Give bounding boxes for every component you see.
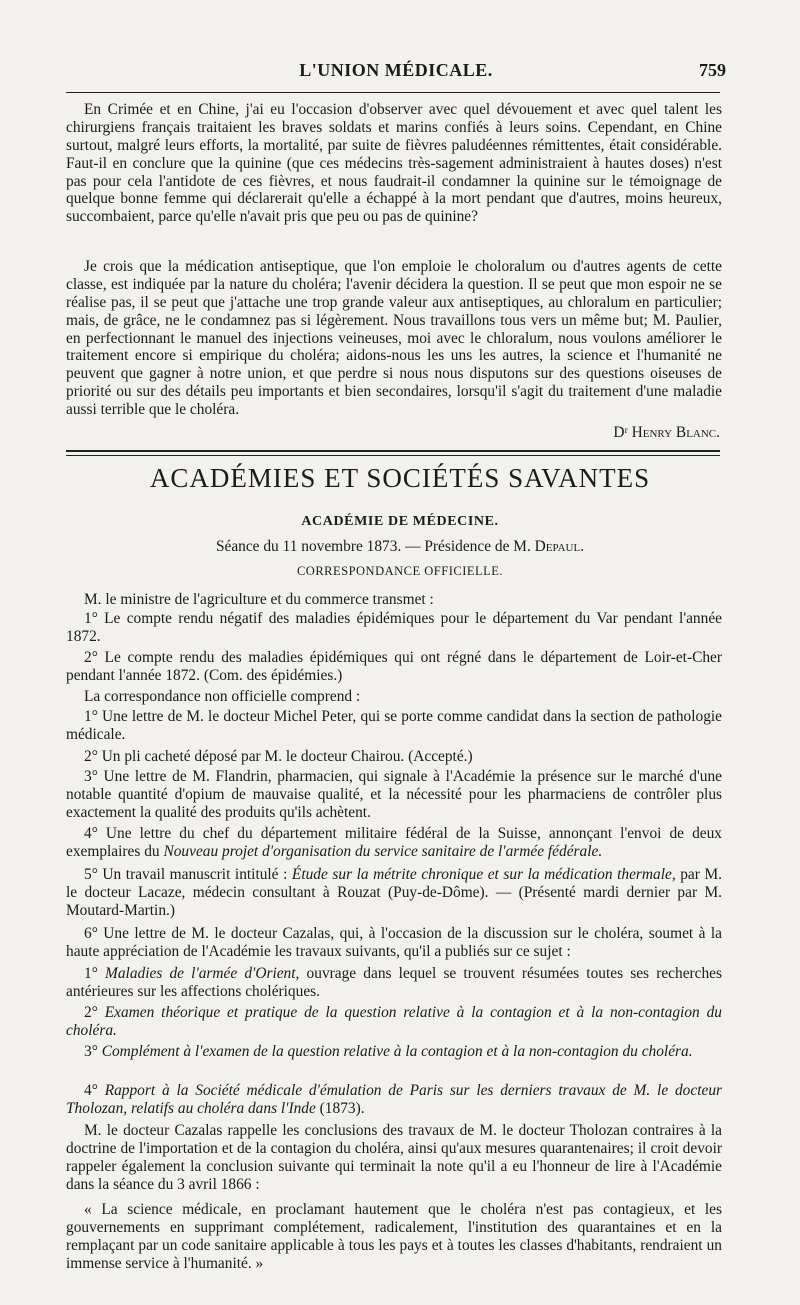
item5-text: 5° Un travail manuscrit intitulé : bbox=[84, 866, 292, 884]
cazalas-paragraph: M. le docteur Cazalas rappelle les conclusions des travaux de M. le docteur Tholozan contraires à la doctrine de l'importation et de la contagion du choléra, ainsi qu'aux mesures quarantenaires; il croit devoir rappeler également la conclusion suivante qui terminait la note qu'il a eu l'honneur de lire à l'Académie dans la séance du 3 avril 1866 : bbox=[66, 1122, 722, 1193]
quote-paragraph: « La science médicale, en proclamant hautement que le choléra n'est pas contagieux, et les gouvernements en supprimant complétement, radicalement, l'institution des quarantaines et en la remplaçant par un code sanitaire applicable à tous les pays et à toutes les classes d'habitants, rendraient un immense service à l'humanité. » bbox=[66, 1201, 722, 1272]
list-item: 2° Le compte rendu des maladies épidémiques qui ont régné dans le département de Loir-et-Cher pendant l'année 1872. (Com. des épidémies.) bbox=[66, 649, 722, 685]
sub-item bbox=[66, 1004, 722, 1040]
page-header bbox=[66, 58, 726, 88]
sub1-num: 1° bbox=[84, 965, 106, 983]
sub-item bbox=[66, 965, 722, 1001]
item4-title: Nouveau projet d'organisation du service sanitaire de l'armée fédérale. bbox=[163, 843, 603, 861]
list-item: La correspondance non officielle comprend : bbox=[84, 688, 361, 706]
section-rule-top bbox=[66, 450, 720, 452]
header-rule bbox=[66, 92, 720, 93]
session-president: Depaul. bbox=[534, 538, 585, 555]
item5-suffix: par M. le docteur Lacaze, médecin consultant à Rouzat (Puy-de-Dôme). — (Présenté mardi dernier par M. Moutard-Martin.) bbox=[66, 866, 722, 919]
section-title: ACADÉMIES ET SOCIÉTÉS SAVANTES bbox=[149, 463, 651, 493]
sub-item bbox=[66, 1043, 722, 1061]
sub4-num: 4° bbox=[84, 1082, 105, 1100]
body-intro: M. le ministre de l'agriculture et du commerce transmet : bbox=[84, 591, 434, 609]
session-text: Séance du 11 novembre 1873. — Présidence de M. bbox=[215, 538, 535, 555]
list-item: 1° Une lettre de M. le docteur Michel Peter, qui se porte comme candidat dans la section de pathologie médicale. bbox=[66, 708, 722, 744]
sub4-suffix: (1873). bbox=[315, 1100, 365, 1118]
section-rule-bottom bbox=[66, 455, 720, 456]
list-item: 1° Le compte rendu négatif des maladies épidémiques pour le département du Var pendant l'année 1872. bbox=[66, 610, 722, 646]
correspondence-heading: CORRESPONDANCE OFFICIELLE. bbox=[296, 564, 504, 578]
sub2-title: Examen théorique et pratique de la question relative à la contagion et à la non-contagion du choléra. bbox=[66, 1004, 722, 1040]
author-signature: Dʳ Henry Blanc. bbox=[613, 424, 720, 441]
list-item: 3° Une lettre de M. Flandrin, pharmacien, qui signale à l'Académie la présence sur le marché d'une notable quantité d'opium de mauvaise qualité, et la nécessité pour les pharmaciens de contrôler plus exactement la qualité des produits qu'ils achètent. bbox=[66, 768, 722, 821]
running-title: L'UNION MÉDICALE. bbox=[299, 60, 493, 80]
article-paragraph: Je crois que la médication antiseptique, que l'on emploie le choloralum ou d'autres agents de cette classe, est indiquée par la nature du choléra; l'avenir décidera la question. Il se peut que mon espoir ne se réalise pas, il se peut que j'attache une trop grande valeur aux antiseptiques, au chloralum en particulier; mais, de grâce, ne le condamnez pas si légèrement. Nous travaillons tous vers un même but; M. Paulier, en perfectionnant le manuel des injections veineuses, moi avec le chloralum, nous voulons améliorer le traitement encore si empirique du choléra; aidons-nous les uns les autres, la science et l'humanité ne peuvent que gagner à notre union, et que perdre si nous nous disputons sur des questions oiseuses de priorité ou sur des détails peu importants et bien secondaires, lorsqu'il s'agit du traitement d'une maladie aussi terrible que le choléra. bbox=[66, 258, 722, 418]
page-number: 759 bbox=[699, 60, 726, 80]
list-item: 2° Un pli cacheté déposé par M. le docteur Chairou. (Accepté.) bbox=[84, 748, 473, 766]
list-item bbox=[66, 825, 722, 861]
article-paragraph: En Crimée et en Chine, j'ai eu l'occasion d'observer avec quel dévouement et avec quel talent les chirurgiens français traitaient les braves soldats et marins confiés à leurs soins. Cependant, en Chine surtout, malgré leurs efforts, la mortalité, par suite de fièvres paludéennes rémittentes, était considérable. Faut-il en conclure que la quinine (que ces médecins très-sagement administraient à hautes doses) n'est pas pour cela l'antidote de ces fièvres, et nous faudrait-il condamner la quinine sur le témoignage de quelque bonne femme qui déclarerait qu'elle a échappé à la mort pendant que d'autres, moins heureux, succombaient, parce qu'elle n'avait pris que peu ou pas de quinine? bbox=[66, 101, 722, 226]
sub4-title: Rapport à la Société médicale d'émulation de Paris sur les derniers travaux de M. le docteur Tholozan, relatifs au choléra dans l'Inde bbox=[66, 1082, 722, 1118]
list-item bbox=[66, 866, 722, 919]
sub2-num: 2° bbox=[84, 1004, 105, 1022]
sub-item bbox=[66, 1082, 722, 1118]
session-line bbox=[0, 538, 800, 556]
sub3-num: 3° bbox=[84, 1043, 102, 1061]
academy-heading: ACADÉMIE DE MÉDECINE. bbox=[301, 514, 499, 529]
sub3-title: Complément à l'examen de la question relative à la contagion et à la non-contagion du choléra. bbox=[101, 1043, 693, 1061]
item4-text: 4° Une lettre du chef du département militaire fédéral de la Suisse, annonçant l'envoi de deux exemplaires du bbox=[66, 825, 722, 861]
sub1-title: Maladies de l'armée d'Orient, bbox=[105, 965, 300, 983]
item5-title: Étude sur la métrite chronique et sur la médication thermale, bbox=[291, 866, 676, 884]
sub1-suffix: ouvrage dans lequel se trouvent résumées toutes ses recherches antérieures sur les affections cholériques. bbox=[66, 965, 723, 1001]
list-item: 6° Une lettre de M. le docteur Cazalas, qui, à l'occasion de la discussion sur le choléra, soumet à la haute appréciation de l'Académie les travaux suivants, qu'il a publiés sur ce sujet : bbox=[66, 925, 722, 961]
